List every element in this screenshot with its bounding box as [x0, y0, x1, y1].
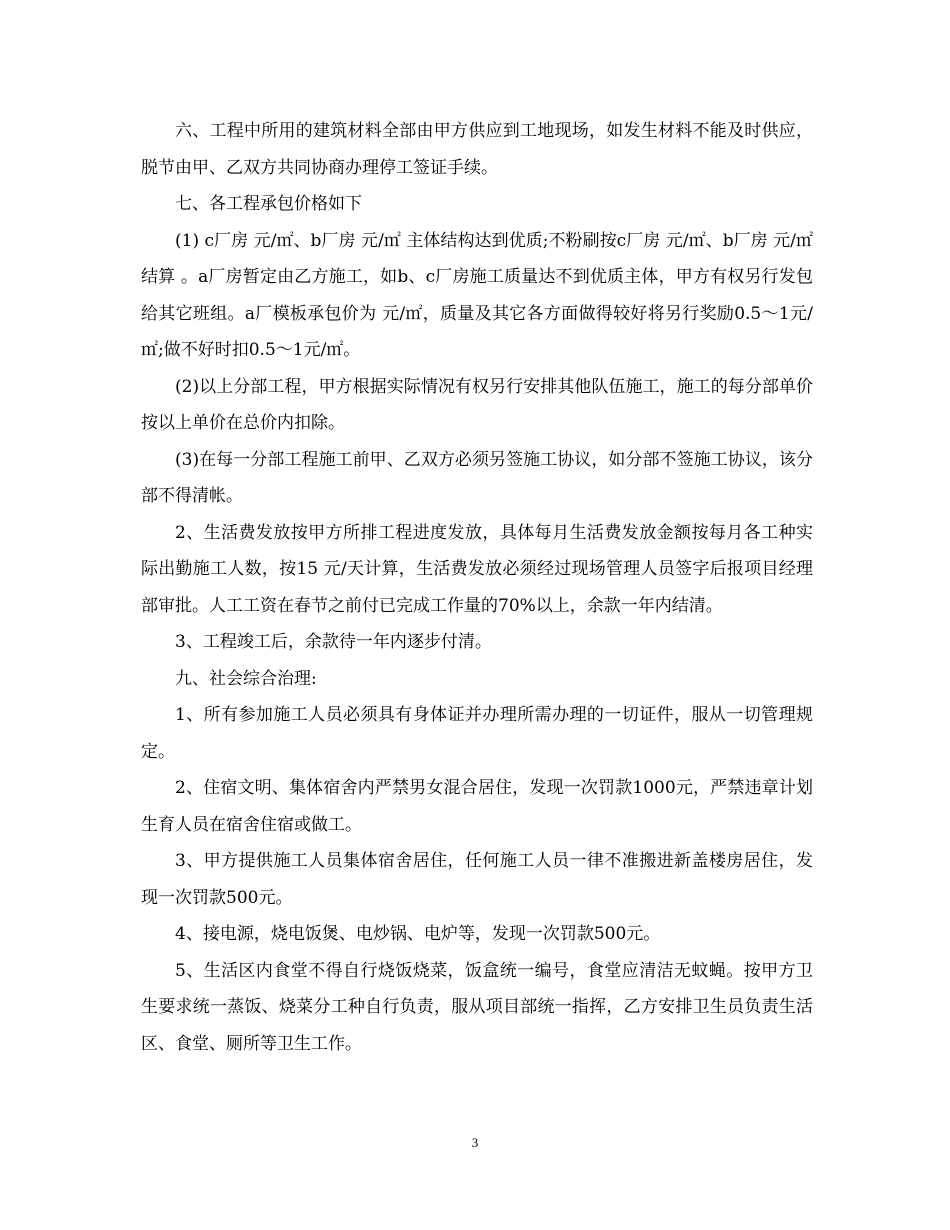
- paragraph-price-item-1: (1) c厂房 元/㎡、b厂房 元/㎡ 主体结构达到优质;不粉刷按c厂房 元/㎡、b厂房 元/㎡ 结算 。a厂房暂定由乙方施工，如b、c厂房施工质量达不到优质主体，甲方有权另行发包给其它班组。a厂模板承包价为 元/㎡，质量及其它各方面做得较好将另行奖励0.5～1元/㎡;做不好时扣0.5～1元/㎡。: [141, 230, 813, 360]
- paragraph-rule-3: 3、甲方提供施工人员集体宿舍居住，任何施工人员一律不准搬进新盖楼房居住，发现一次罚款500元。: [141, 851, 813, 908]
- document-body: [141, 113, 813, 1062]
- paragraph-materials-supply: 六、工程中所用的建筑材料全部由甲方供应到工地现场，如发生材料不能及时供应，脱节由甲、乙双方共同协商办理停工签证手续。: [141, 121, 813, 178]
- paragraph-rule-4: 4、接电源，烧电饭煲、电炒锅、电炉等，发现一次罚款500元。: [175, 924, 661, 944]
- paragraph-rule-1: 1、所有参加施工人员必须具有身体证并办理所需办理的一切证件，服从一切管理规定。: [141, 705, 813, 762]
- paragraph-social-management-heading: 九、社会综合治理:: [175, 668, 317, 689]
- paragraph-rule-5: 5、生活区内食堂不得自行烧饭烧菜，饭盒统一编号，食堂应清洁无蚊蝇。按甲方卫生要求统一蒸饭、烧菜分工种自行负责，服从项目部统一指挥，乙方安排卫生员负责生活区、食堂、厕所等卫生工作。: [141, 960, 813, 1054]
- paragraph-price-item-2: (2)以上分部工程，甲方根据实际情况有权另行安排其他队伍施工，施工的每分部单价按以上单价在总价内扣除。: [141, 376, 813, 433]
- paragraph-living-allowance: 2、生活费发放按甲方所排工程进度发放，具体每月生活费发放金额按每月各工种实际出勤施工人数，按15 元/天计算，生活费发放必须经过现场管理人员签字后报项目经理部审批。人工工资在春节之前付已完成工作量的70%以上，余款一年内结清。: [141, 522, 813, 616]
- paragraph-final-payment: 3、工程竣工后，余款待一年内逐步付清。: [175, 632, 492, 652]
- paragraph-contract-prices-heading: 七、各工程承包价格如下: [175, 194, 362, 214]
- paragraph-rule-2: 2、住宿文明、集体宿舍内严禁男女混合居住，发现一次罚款1000元，严禁违章计划生育人员在宿舍住宿或做工。: [141, 778, 813, 835]
- paragraph-price-item-3: (3)在每一分部工程施工前甲、乙双方必须另签施工协议，如分部不签施工协议，该分部不得清帐。: [141, 449, 813, 506]
- page-number: 3: [471, 1135, 479, 1150]
